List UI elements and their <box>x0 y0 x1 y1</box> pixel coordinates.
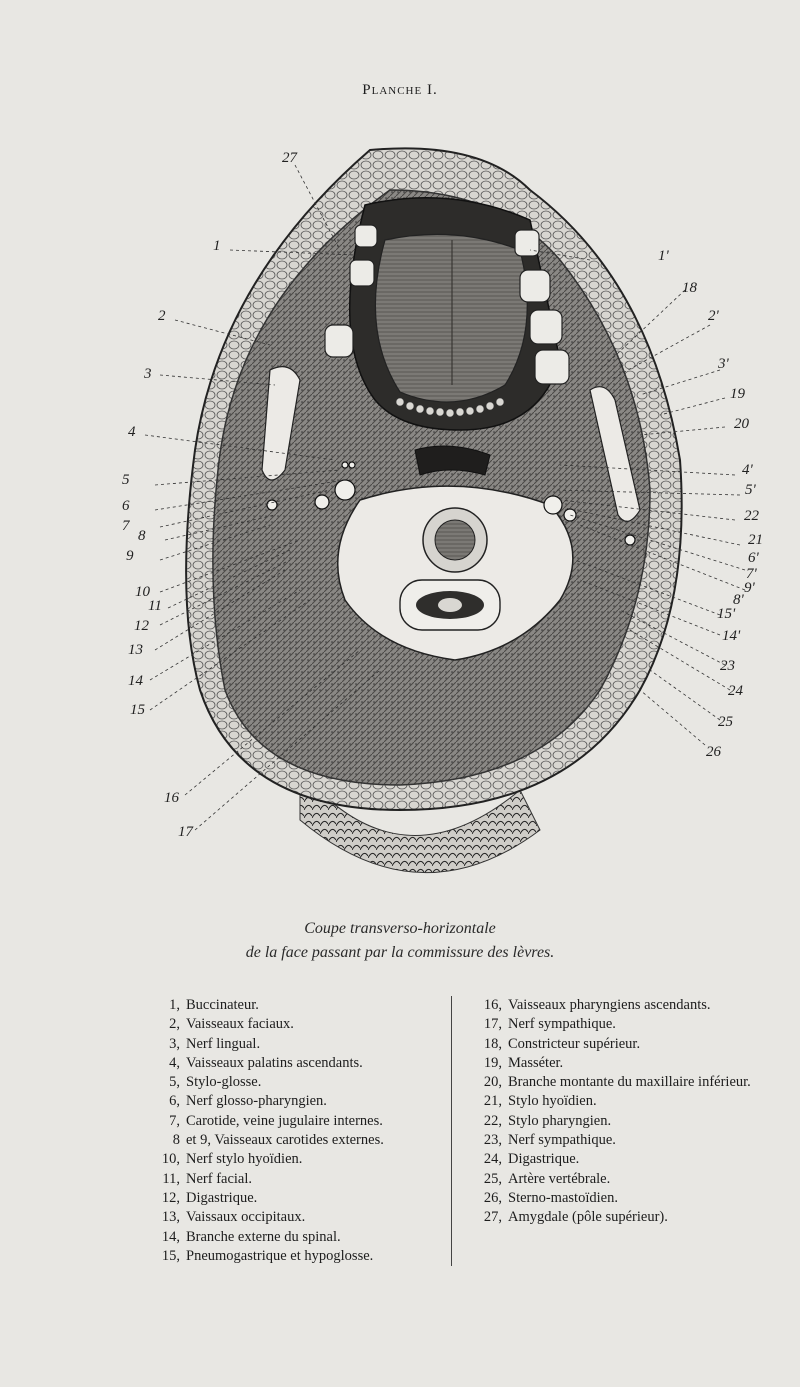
legend-text: Digastrique. <box>186 1189 258 1206</box>
legend-text: Nerf facial. <box>186 1170 253 1187</box>
legend-text: Digastrique. <box>508 1151 580 1168</box>
legend-entry <box>138 996 448 1015</box>
legend-number: 3, <box>169 1035 180 1052</box>
legend-number: 10, <box>161 1151 180 1168</box>
legend-number: 15, <box>161 1247 180 1264</box>
legend-entry <box>138 1150 448 1169</box>
legend-text: Masséter. <box>508 1054 564 1071</box>
callout-5-prime: 5' <box>745 482 756 498</box>
legend-entry <box>460 1092 760 1111</box>
callout-4: 4 <box>128 424 136 440</box>
callout-8: 8 <box>138 528 146 544</box>
legend-text: Nerf lingual. <box>186 1035 261 1052</box>
legend-entry <box>460 1150 760 1169</box>
legend-text: Buccinateur. <box>186 997 259 1013</box>
callout-11: 11 <box>148 598 162 614</box>
legend-divider <box>451 996 452 1266</box>
legend-number: 12, <box>161 1189 180 1206</box>
callout-18: 18 <box>682 280 697 296</box>
legend-text: Sterno-mastoïdien. <box>508 1189 618 1206</box>
legend-entry <box>460 996 760 1015</box>
legend-text: Branche montante du maxillaire inférieur. <box>508 1074 751 1091</box>
figure-caption-line-2: de la face passant par la commissure des lèvres. <box>245 944 555 961</box>
legend-number: 6, <box>169 1093 180 1110</box>
legend-text: Stylo-glosse. <box>186 1074 262 1091</box>
callout-15: 15 <box>130 702 145 718</box>
legend-text: Nerf sympathique. <box>508 1016 616 1033</box>
legend-text: Branche externe du spinal. <box>186 1228 341 1245</box>
callout-24: 24 <box>728 683 743 699</box>
callout-7: 7 <box>122 518 130 534</box>
callout-26: 26 <box>706 744 721 760</box>
legend-number: 1, <box>169 997 180 1013</box>
legend-text: Vaisseaux faciaux. <box>186 1016 294 1033</box>
callout-25: 25 <box>718 714 733 730</box>
figure-caption-line-1: Coupe transverso-horizontale <box>304 920 496 937</box>
legend-text: Carotide, veine jugulaire internes. <box>186 1112 383 1129</box>
legend-number: 23, <box>483 1132 502 1149</box>
legend-text: Pneumogastrique et hypoglosse. <box>186 1247 374 1264</box>
legend-entry <box>460 1073 760 1092</box>
callout-3-prime: 3' <box>718 356 729 372</box>
callout-1: 1 <box>213 238 221 254</box>
callout-15-prime: 15' <box>717 606 736 622</box>
anatomical-illustration <box>0 130 800 910</box>
legend-number: 16, <box>483 997 502 1013</box>
callout-23: 23 <box>720 658 735 674</box>
legend-text: et 9, Vaisseaux carotides externes. <box>186 1132 384 1149</box>
plate-title: Planche I. <box>362 82 438 98</box>
legend-entry <box>460 1170 760 1189</box>
callout-27: 27 <box>282 150 297 166</box>
legend-entry <box>138 1015 448 1034</box>
legend-text: Nerf glosso-pharyngien. <box>186 1093 327 1110</box>
legend-entry <box>138 1112 448 1131</box>
legend-text: Vaisseaux pharyngiens ascendants. <box>508 997 711 1013</box>
legend-entry <box>460 1054 760 1073</box>
callout-14-prime: 14' <box>722 628 741 644</box>
cross-section-drawing <box>0 130 800 910</box>
legend-number: 17, <box>483 1016 502 1033</box>
legend-entry <box>138 1035 448 1054</box>
legend-number: 26, <box>483 1189 502 1206</box>
legend-number: 11, <box>162 1170 180 1187</box>
legend-entry <box>138 1073 448 1092</box>
callout-6: 6 <box>122 498 130 514</box>
legend-entry <box>138 1054 448 1073</box>
legend-number: 22, <box>483 1112 502 1129</box>
legend-entry <box>460 1189 760 1208</box>
legend-text: Amygdale (pôle supérieur). <box>508 1209 668 1226</box>
legend-number: 13, <box>161 1209 180 1226</box>
legend-number: 4, <box>169 1054 180 1071</box>
callout-10: 10 <box>135 584 150 600</box>
callout-17: 17 <box>178 824 193 840</box>
legend-entry <box>460 1035 760 1054</box>
callout-3: 3 <box>144 366 152 382</box>
legend-entry <box>460 1131 760 1150</box>
legend-number: 8 <box>172 1132 180 1149</box>
legend-text: Vaissaux occipitaux. <box>186 1209 306 1226</box>
legend-text: Constricteur supérieur. <box>508 1035 641 1052</box>
legend-entry <box>138 1208 448 1227</box>
legend-entry <box>460 1208 760 1227</box>
legend-entry <box>138 1092 448 1111</box>
legend-number: 5, <box>169 1074 180 1091</box>
legend-number: 21, <box>483 1093 502 1110</box>
callout-1-prime: 1' <box>658 248 669 264</box>
legend-text: Nerf sympathique. <box>508 1132 616 1149</box>
callout-9-prime: 9' <box>744 580 755 596</box>
callout-8-prime: 8' <box>733 592 744 608</box>
legend-number: 25, <box>483 1170 502 1187</box>
legend-entry <box>138 1247 448 1266</box>
legend-left-column <box>138 996 448 1266</box>
legend-entry <box>138 1131 448 1150</box>
legend-number: 2, <box>169 1016 180 1033</box>
legend-text: Nerf stylo hyoïdien. <box>186 1151 303 1168</box>
callout-13: 13 <box>128 642 143 658</box>
callout-9: 9 <box>126 548 134 564</box>
callout-4-prime: 4' <box>742 462 753 478</box>
callout-16: 16 <box>164 790 179 806</box>
legend-number: 18, <box>483 1035 502 1052</box>
legend-text: Artère vertébrale. <box>508 1170 611 1187</box>
callout-2-prime: 2' <box>708 308 719 324</box>
callout-7-prime: 7' <box>746 566 757 582</box>
legend-number: 14, <box>161 1228 180 1245</box>
legend-text: Stylo pharyngien. <box>508 1112 612 1129</box>
legend-entry <box>138 1170 448 1189</box>
legend-number: 20, <box>483 1074 502 1091</box>
callout-22: 22 <box>744 508 759 524</box>
legend-entry <box>138 1228 448 1247</box>
legend-entry <box>460 1112 760 1131</box>
legend-entry <box>460 1015 760 1034</box>
legend-number: 19, <box>483 1054 502 1071</box>
legend-entry <box>138 1189 448 1208</box>
legend-right-column <box>460 996 760 1228</box>
legend-text: Stylo hyoïdien. <box>508 1093 597 1110</box>
legend-number: 24, <box>483 1151 502 1168</box>
callout-12: 12 <box>134 618 149 634</box>
legend-number: 7, <box>169 1112 180 1129</box>
callout-5: 5 <box>122 472 130 488</box>
callout-21: 21 <box>748 532 763 548</box>
callout-2: 2 <box>158 308 166 324</box>
callout-14: 14 <box>128 673 143 689</box>
callout-20: 20 <box>734 416 749 432</box>
callout-6-prime: 6' <box>748 550 759 566</box>
callout-19: 19 <box>730 386 745 402</box>
legend-text: Vaisseaux palatins ascendants. <box>186 1054 363 1071</box>
legend-number: 27, <box>483 1209 502 1226</box>
